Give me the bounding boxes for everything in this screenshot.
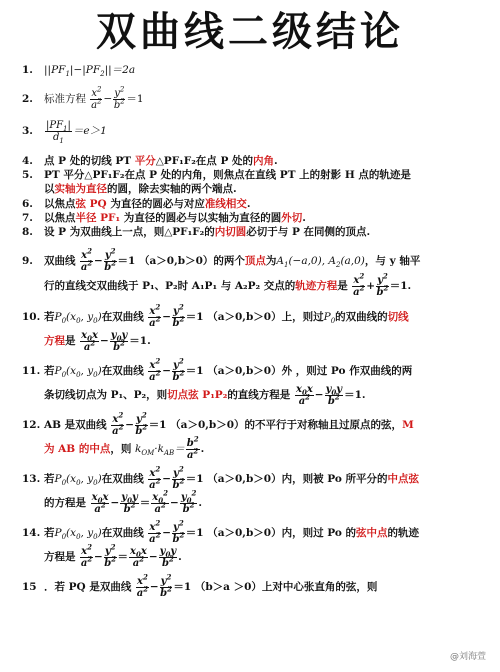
item-1 — [22, 60, 484, 80]
highlight-text: 半径 PF₁ — [75, 211, 121, 224]
item-text: ＝1 （a＞0,b＞0）内，则过 Po 的 — [185, 527, 357, 540]
item-text: 若 — [44, 311, 55, 324]
item-number: 4. — [22, 155, 33, 167]
item-text: 的圆，除去实轴的两个端点. — [107, 183, 237, 196]
item-text: 在双曲线 — [101, 473, 144, 486]
item-text: 是 — [337, 280, 348, 293]
item-number: 1. — [22, 64, 33, 76]
item-text: ，则 — [110, 443, 132, 456]
item-text: 是 — [65, 335, 76, 348]
fraction: $\frac{y^2}{b^2}$ — [113, 85, 125, 111]
highlight-text: 为 AB 的中点 — [44, 443, 111, 456]
fraction: $\frac{|PF_1|}{d_1}$ — [46, 119, 71, 145]
item-6 — [22, 197, 484, 211]
item-number: 10. — [22, 311, 41, 324]
fraction: $\frac{x^2}{a^2}$ — [91, 85, 102, 111]
highlight-text: 弦中点 — [356, 527, 388, 540]
item-text: 在双曲线 — [101, 527, 144, 540]
item-number: 11. — [22, 365, 41, 378]
item-text: 必切于与 P 在同侧的顶点. — [246, 225, 371, 238]
item-9: 9. 双曲线 $\frac{x^2}{a^2}$ − $\frac{y^2}{b^2}$ ＝1 （a＞0,b＞0）的两个顶点为$A_1(-a,0)$, $A_2(a,0)$，与 y 轴平 行的直线交双曲线于 P₁、P₂时 A₁P₁ 与 A₂P₂ 交点的轨迹方程是 $\frac{x^2}{a^2}$ + $\frac{y^2}{b^2}$ ＝1. — [22, 246, 421, 298]
page-title: 双曲线二级结论 — [96, 9, 404, 55]
highlight-text: 轨迹方程 — [295, 280, 338, 293]
item-number: 6. — [22, 197, 33, 210]
item-text: AB 是双曲线 — [44, 419, 107, 432]
item-number: 3. — [22, 125, 33, 137]
item-12: 12. AB 是双曲线 $\frac{x^2}{a^2}$ − $\frac{y^2}{b^2}$ ＝1 （a＞0,b＞0）的不平行于对称轴且过原点的弦，M 为 AB 的中点，则 $k_{OM}\cdot k_{AB}=$ $\frac{b^2}{a^2}$ . — [22, 410, 414, 461]
item-text: . — [274, 155, 278, 167]
item-text: 设 P 为双曲线上一点，则△PF₁F₂的 — [44, 225, 215, 238]
item-text: 的方程是 — [44, 497, 86, 510]
item-text: 行的直线交双曲线于 P₁、P₂时 A₁P₁ 与 A₂P₂ 交点的 — [44, 280, 296, 293]
item-text: ＝1 （a＞0,b＞0）内，则被 Po 所平分的 — [185, 473, 388, 486]
item-text: 若 — [44, 365, 55, 378]
highlight-text: M — [402, 419, 414, 432]
item-text: ＝1 （a＞0,b＞0）的两个 — [117, 255, 245, 268]
item-text: 的直线方程是 — [227, 389, 291, 402]
item-text: ＝1 （b＞a ＞0）上对中心张直角的弦，则 — [173, 581, 378, 594]
highlight-text: 准线相交 — [204, 197, 247, 210]
item-text: 在双曲线 — [101, 311, 144, 324]
item-number: 15 — [22, 581, 37, 594]
item-text: PT 平分△PF₁F₂在点 P 处的内角，则焦点在直线 PT 上的射影 H 点的轨迹是 — [44, 169, 411, 182]
highlight-text: 切点弦 P₁P₂ — [167, 389, 228, 402]
item-text: 的双曲线的 — [335, 311, 388, 324]
item-text: 标准方程 — [44, 93, 86, 105]
item-4 — [22, 154, 484, 168]
item-text: 双曲线 — [44, 255, 76, 268]
highlight-text: 平分 — [134, 155, 156, 167]
item-text: 若 — [44, 527, 55, 540]
item-number: 5. — [22, 169, 33, 182]
highlight-text: 中点弦 — [387, 473, 420, 486]
item-text: 为直径的圆必与对应 — [106, 197, 205, 210]
highlight-text: 内角 — [253, 155, 275, 167]
item-text: 若 — [44, 473, 55, 486]
item-text: 条切线切点为 P₁、P₂，则 — [44, 389, 168, 402]
item-number: 13. — [22, 473, 41, 486]
document-body — [0, 60, 500, 599]
highlight-text: 弦 PQ — [75, 197, 107, 210]
item-number: 12. — [22, 419, 41, 432]
highlight-text: 切线 — [387, 311, 409, 324]
item-text: ．若 PQ 是双曲线 — [44, 581, 132, 594]
item-text: ＝1 （a＞0,b＞0）上，则过 — [185, 311, 324, 324]
item-3: 3. $\frac{|PF_1|}{d_1}$ ＝e＞1 — [22, 119, 107, 145]
item-text: 以焦点 — [44, 211, 76, 224]
item-number: 2. — [22, 93, 33, 105]
highlight-text: 外切 — [281, 211, 303, 224]
formula-1: $||PF_1|-|PF_2||=2a$ — [44, 64, 136, 79]
highlight-text: 方程 — [44, 335, 65, 348]
item-number: 8. — [22, 225, 33, 238]
item-text: 为 — [265, 255, 277, 268]
item-11: 11. 若$P_0(x_0$, $y_0$)在双曲线 $\frac{x^2}{a^2}$ − $\frac{y^2}{b^2}$ ＝1 （a＞0,b＞0）外 ，则过 Po 作双曲线的两 条切线切点为 P₁、P₂，则切点弦 P₁P₂的直线方程是 $\frac{x_0x}{a^2}$ − $\frac{y_0y}{b^2}$ ＝1. — [22, 356, 413, 407]
item-2: 2. 标准方程 $\frac{x^2}{a^2}$ − $\frac{y^2}{b^2}$ ＝1 — [22, 85, 144, 111]
item-text: . — [302, 211, 306, 224]
item-text: 以焦点 — [44, 197, 76, 210]
item-8 — [22, 225, 484, 239]
item-text: 的轨迹 — [387, 527, 420, 540]
item-text: 为直径的圆必与以实轴为直径的圆 — [120, 211, 282, 224]
item-10: 10. 若$P_0(x_0$, $y_0$)在双曲线 $\frac{x^2}{a^2}$ − $\frac{y^2}{b^2}$ ＝1 （a＞0,b＞0）上，则过$P_0$的双曲线的切线 方程是 $\frac{x_0x}{a^2}$ − $\frac{y_0y}{b^2}$ ＝1. — [22, 302, 409, 353]
item-text: ＝1 （a＞0,b＞0）外 ，则过 Po 作双曲线的两 — [185, 365, 413, 378]
highlight-text: 顶点 — [244, 255, 266, 268]
item-text: ＝1 （a＞0,b＞0）的不平行于对称轴且过原点的弦， — [148, 419, 403, 432]
item-text: ，与 y 轴平 — [364, 255, 421, 268]
highlight-text: 实轴为直径 — [54, 183, 107, 196]
item-number: 7. — [22, 211, 33, 224]
highlight-text: 内切圆 — [214, 225, 247, 238]
item-7 — [22, 211, 484, 225]
item-text: 点 P 处的切线 PT — [44, 155, 135, 167]
item-text: 以 — [44, 183, 55, 196]
item-14: 14. 若$P_0(x_0$, $y_0$)在双曲线 $\frac{x^2}{a^2}$ − $\frac{y^2}{b^2}$ ＝1 （a＞0,b＞0）内，则过 Po 的弦中点的轨迹 方程是 $\frac{x^2}{a^2}$ − $\frac{y^2}{b^2}$ ＝ $\frac{x_0x}{a^2}$ − $\frac{y_0y}{b^2}$ . — [22, 518, 420, 569]
item-text: 方程是 — [44, 551, 76, 564]
item-text: △PF₁F₂在点 P 处的 — [155, 155, 254, 167]
item-5 — [22, 168, 484, 196]
item-text: 在双曲线 — [101, 365, 144, 378]
item-number: 14. — [22, 527, 41, 540]
item-13: 13. 若$P_0(x_0$, $y_0$)在双曲线 $\frac{x^2}{a^2}$ − $\frac{y^2}{b^2}$ ＝1 （a＞0,b＞0）内，则被 Po 所平分的中点弦 的方程是 $\frac{x_0x}{a^2}$ − $\frac{y_0y}{b^2}$ ＝ $\frac{x_0^2}{a^2}$ − $\frac{y_0^2}{b^2}$ . — [22, 464, 420, 515]
watermark: @刘海萱 — [449, 652, 486, 662]
item-number: 9. — [22, 255, 33, 268]
item-text: . — [246, 197, 251, 210]
item-15: 15 ．若 PQ 是双曲线 $\frac{x^2}{a^2}$ − $\frac{y^2}{b^2}$ ＝1 （b＞a ＞0）上对中心张直角的弦，则 — [22, 572, 378, 599]
